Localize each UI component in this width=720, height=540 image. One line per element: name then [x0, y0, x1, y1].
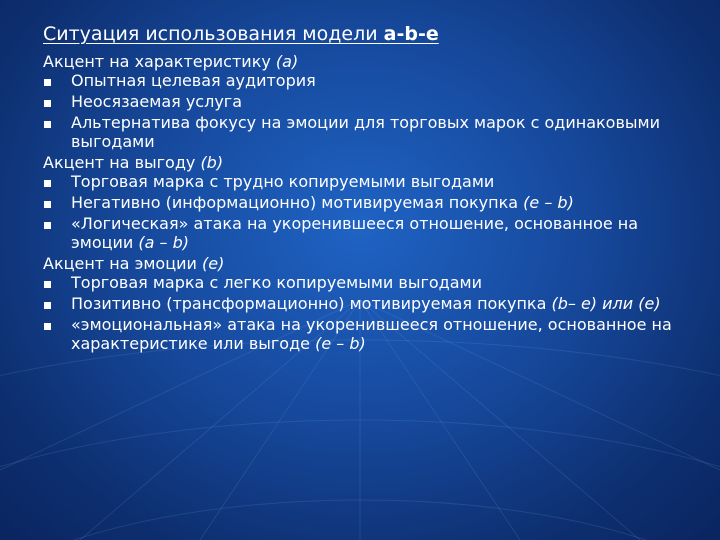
square-bullet-icon — [44, 180, 51, 187]
section-heading-tag: (a) — [275, 52, 299, 71]
list-item-text: «эмоциональная» атака на укоренившееся отношение, основанное на характеристике или выгоде — [71, 315, 672, 353]
list-item — [43, 172, 693, 191]
square-bullet-icon — [44, 121, 51, 128]
square-bullet-icon — [44, 302, 51, 309]
section-e-list — [43, 273, 693, 353]
square-bullet-icon — [44, 222, 51, 229]
list-item-text: Альтернатива фокусу на эмоции для торговых марок с одинаковыми выгодами — [71, 113, 660, 151]
list-item-text: «Логическая» атака на укоренившееся отношение, основанное на эмоции — [71, 214, 639, 252]
square-bullet-icon — [44, 323, 51, 330]
section-heading-b — [43, 153, 693, 172]
square-bullet-icon — [44, 281, 51, 288]
section-heading-text: Акцент на эмоции — [43, 254, 202, 273]
slide-content — [43, 22, 693, 355]
title-model: a-b-e — [383, 23, 439, 45]
list-item — [43, 113, 693, 151]
list-item-text: Опытная целевая аудитория — [71, 71, 316, 90]
slide-title — [43, 22, 693, 46]
list-item-text: Торговая марка с трудно копируемыми выгодами — [71, 172, 495, 191]
list-item — [43, 294, 693, 313]
list-item — [43, 71, 693, 90]
list-item — [43, 92, 693, 111]
section-heading-e — [43, 254, 693, 273]
section-b-list — [43, 172, 693, 252]
section-heading-text: Акцент на выгоду — [43, 153, 201, 172]
title-prefix: Ситуация использования модели — [43, 23, 384, 45]
list-item — [43, 214, 693, 252]
list-item — [43, 273, 693, 292]
list-item-tag: (b– e) или (e) — [551, 294, 661, 313]
section-heading-tag: (b) — [200, 153, 224, 172]
section-heading-tag: (e) — [201, 254, 225, 273]
list-item-tag: (e – b) — [523, 193, 574, 212]
section-a-list — [43, 71, 693, 151]
list-item-text: Позитивно (трансформационно) мотивируемая покупка — [71, 294, 552, 313]
list-item — [43, 315, 693, 353]
list-item — [43, 193, 693, 212]
square-bullet-icon — [44, 79, 51, 86]
list-item-tag: (a – b) — [138, 233, 190, 252]
list-item-text: Торговая марка с легко копируемыми выгодами — [71, 273, 482, 292]
square-bullet-icon — [44, 100, 51, 107]
list-item-tag: (e – b) — [315, 334, 366, 353]
section-heading-text: Акцент на характеристику — [43, 52, 276, 71]
square-bullet-icon — [44, 201, 51, 208]
list-item-text: Негативно (информационно) мотивируемая покупка — [71, 193, 524, 212]
list-item-text: Неосязаемая услуга — [71, 92, 242, 111]
section-heading-a — [43, 52, 693, 71]
